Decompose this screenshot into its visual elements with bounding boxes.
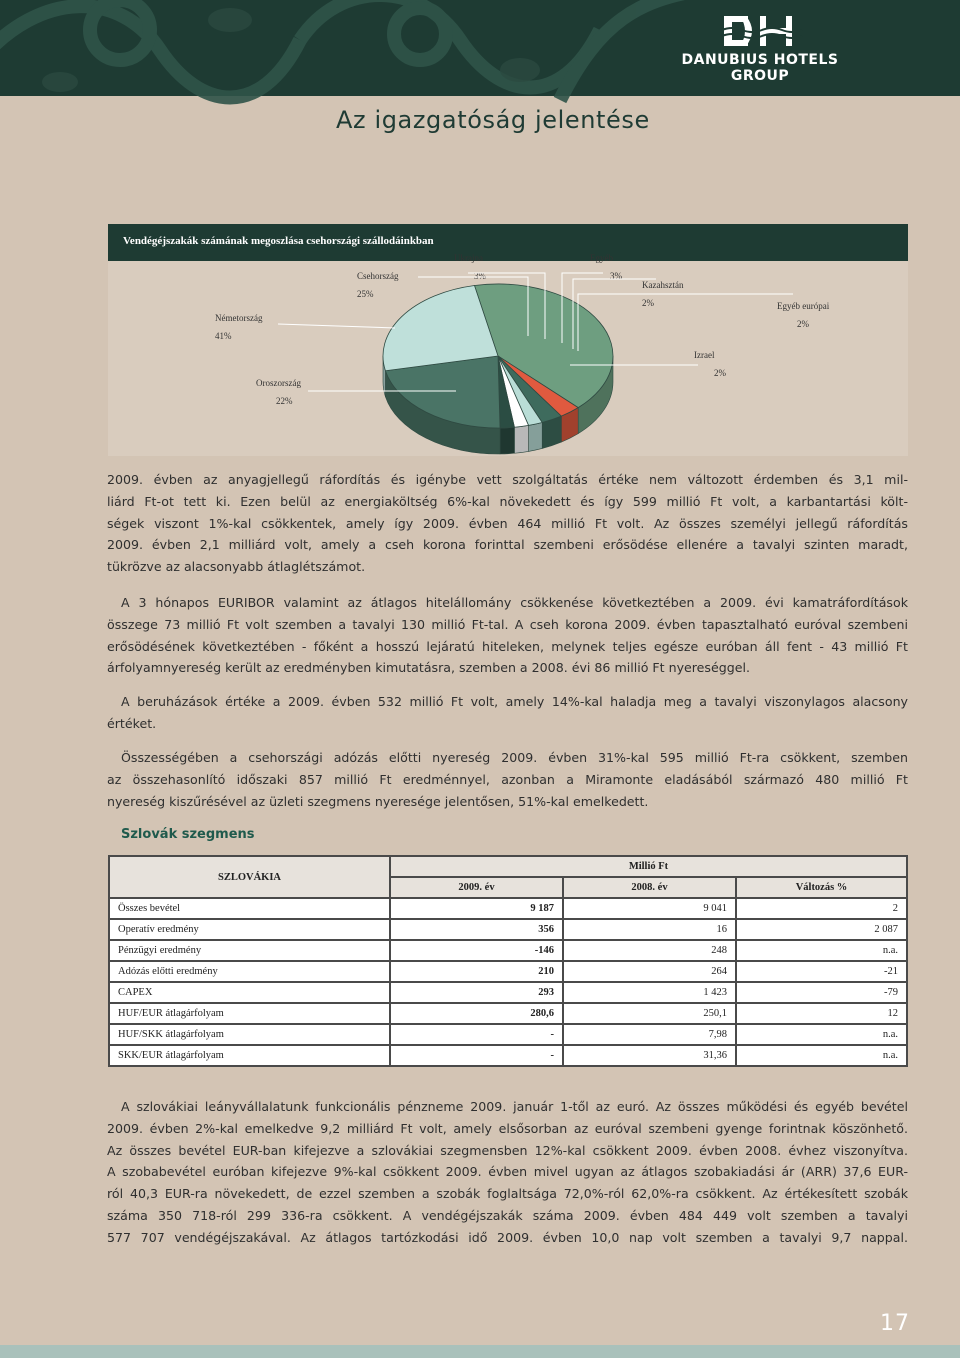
slovakia-table [108, 855, 908, 1067]
text-line: értéket. [107, 715, 157, 731]
row-label: SKK/EUR átlagárfolyam [109, 1045, 390, 1066]
logo-mark-icon [660, 10, 860, 50]
logo-line1: DANUBIUS HOTELS [681, 52, 839, 68]
cell-2009: 9 187 [390, 898, 563, 919]
cell-change: -21 [736, 961, 907, 982]
table-row [109, 898, 907, 919]
cell-2008: 31,36 [563, 1045, 736, 1066]
row-label: HUF/SKK átlagárfolyam [109, 1024, 390, 1045]
text-line: ról 40,3 EUR-ra növekedett, de ezzel szemben a szobák foglaltsága 72,0%-ról 62,0%-ra csökkent. Az értékesített szobák [107, 1186, 908, 1202]
section-title: Szlovák szegmens [121, 827, 255, 842]
pie-chart-panel [108, 224, 908, 456]
table-row [109, 1003, 907, 1024]
pie-label-name: Izrael [694, 350, 715, 360]
text-line: liárd Ft-ot tett ki. Ezen belül az energiaköltség 6%-kal növekedett és így 599 millió Ft volt, a karbantartási költ- [107, 493, 908, 509]
column-header: 2008. év [563, 877, 736, 898]
cell-2009: 210 [390, 961, 563, 982]
table-row [109, 982, 907, 1003]
paragraph-slovakia [107, 1096, 908, 1249]
pie-label-percent: 25% [357, 289, 374, 299]
pie-slice-side [529, 422, 543, 451]
row-label: Operatív eredmény [109, 919, 390, 940]
text-line: 2009. évben 2,1 milliárd volt, amely a cseh korona forinttal szembeni erősödése ellenére a tavalyi szinten maradt, [107, 537, 908, 553]
pie-label-name: Németország [215, 313, 263, 323]
cell-2009: - [390, 1045, 563, 1066]
cell-2009: 280,6 [390, 1003, 563, 1024]
chart-title-bar [108, 224, 908, 261]
cell-2008: 7,98 [563, 1024, 736, 1045]
column-header: Változás % [736, 877, 907, 898]
pie-label-percent: 22% [276, 396, 293, 406]
cell-change: 2 [736, 898, 907, 919]
cell-change: -79 [736, 982, 907, 1003]
table-row [109, 1045, 907, 1066]
text-line: 2009. évben 2%-kal emelkedve 9,2 milliárd Ft volt, amely elsősorban az euróval szembeni gyenge forintnak köszönhető. [107, 1120, 908, 1136]
table-row [109, 1024, 907, 1045]
text-line: az összehasonlító időszaki 857 millió Ft eredménnyel, azonban a Miramonte eladásából származó 480 millió Ft [107, 771, 908, 787]
row-label: CAPEX [109, 982, 390, 1003]
pie-slice-side [500, 427, 514, 454]
danubius-logo [660, 10, 860, 90]
pie-slice-side [514, 425, 528, 453]
cell-2009: - [390, 1024, 563, 1045]
cell-2008: 1 423 [563, 982, 736, 1003]
text-line: A 3 hónapos EURIBOR valamint az átlagos hitelállomány csökkenése következtében a 2009. évi kamatráfordítások [121, 595, 908, 610]
pie-label-percent: 3% [610, 271, 622, 281]
cell-change: n.a. [736, 940, 907, 961]
text-line: árfolyamnyereség került az eredményben kimutatásra, szemben a 2008. évi 86 millió Ft nyereséggel. [107, 660, 750, 676]
cell-2009: 293 [390, 982, 563, 1003]
pie-label-name: Kazahsztán [642, 280, 684, 290]
paragraph-investments [107, 691, 908, 735]
cell-2008: 248 [563, 940, 736, 961]
text-line: Az összes bevétel EUR-ban kifejezve a szlovákiai szegmensben 12%-kal csökkent 2009. évben 2008. évhez viszonyítva. [107, 1142, 908, 1158]
bottom-strip [0, 1345, 960, 1358]
page-title: Az igazgatóság jelentése [336, 106, 650, 134]
cell-change: 2 087 [736, 919, 907, 940]
table-unit: Millió Ft [390, 856, 907, 877]
text-line: száma 350 718-ról 299 336-ra csökkent. A vendégéjszakák száma 2009. évben 484 449 volt szemben a tavalyi [107, 1207, 908, 1223]
logo-line2: GROUP [730, 68, 790, 84]
text-line: ségek viszont 1%-kal csökkentek, amely így 2009. évben 464 millió Ft volt. Az összes személyi jellegű ráfordítás [107, 515, 908, 531]
pie-label-percent: 2% [642, 298, 654, 308]
cell-2008: 264 [563, 961, 736, 982]
pie-label-name: Egyéb [590, 253, 613, 263]
pie-label-percent: 2% [714, 368, 726, 378]
text-line: összege 73 millió Ft volt szemben a tavalyi 130 millió Ft-tal. A cseh korona 2009. évben tapasztalható euróval szembeni [107, 616, 908, 632]
cell-2008: 250,1 [563, 1003, 736, 1024]
text-line: A beruházások értéke a 2009. évben 532 millió Ft volt, amely 14%-kal haladja meg a tavalyi viszonylagos alacsony [121, 694, 908, 709]
paragraph-costs [107, 469, 908, 578]
pie-label-name: Csehország [357, 271, 399, 281]
leader-line [278, 324, 395, 328]
page-number: 17 [880, 1311, 910, 1336]
text-line: A szlovákiai leányvállalatunk funkcionális pénzneme 2009. január 1-től az euró. Az összes működési és egyéb bevétel [121, 1099, 908, 1114]
table-row [109, 919, 907, 940]
text-line: nyereség kiszűrésével az üzleti szegmens nyeresége jelentősen, 51%-kal emelkedett. [107, 793, 649, 809]
chart-title: Vendégéjszakák számának megoszlása csehországi szállodáinkban [123, 235, 434, 247]
page-header [0, 0, 960, 96]
pie-label-name: Ukrajna [454, 253, 483, 263]
paragraph-interest [107, 592, 908, 679]
pie-label-percent: 2% [797, 319, 809, 329]
pie-chart [108, 253, 908, 456]
paragraph-profit [107, 747, 908, 812]
text-line: A szobabevétel euróban kifejezve 9%-kal csökkent 2009. évben mivel ugyan az átlagos szobakiadási ár (ARR) 37,6 EUR- [107, 1164, 908, 1180]
cell-change: n.a. [736, 1045, 907, 1066]
table-corner: SZLOVÁKIA [109, 856, 390, 898]
cell-change: 12 [736, 1003, 907, 1024]
text-line: 577 707 vendégéjszakával. Az átlagos tartózkodási idő 2009. évben 10,0 nap volt szemben a tavalyi 9,7 nappal. [107, 1229, 908, 1245]
cell-2008: 16 [563, 919, 736, 940]
cell-2009: -146 [390, 940, 563, 961]
text-line: tükrözve az alacsonyabb átlaglétszámot. [107, 559, 366, 575]
pie-label-percent: 41% [215, 331, 232, 341]
row-label: Adózás előtti eredmény [109, 961, 390, 982]
text-line: Összességében a csehországi adózás előtti nyereség 2009. évben 31%-kal 595 millió Ft-ra csökkent, szemben [121, 750, 908, 765]
table-row [109, 961, 907, 982]
pie-label-name: Oroszország [256, 378, 301, 388]
text-line: erősödésének következtében - főként a hosszú lejáratú hiteleken, melynek teljes egésze euróban áll fent - 43 millió Ft [107, 638, 908, 654]
pie-label-percent: 3% [474, 271, 486, 281]
pie-label-name: Egyéb európai [777, 301, 830, 311]
row-label: Pénzügyi eredmény [109, 940, 390, 961]
text-line: 2009. évben az anyagjellegű ráfordítás és igénybe vett szolgáltatás értéke nem változott érdemben és 3,1 mil- [107, 472, 908, 487]
cell-2009: 356 [390, 919, 563, 940]
cell-change: n.a. [736, 1024, 907, 1045]
row-label: HUF/EUR átlagárfolyam [109, 1003, 390, 1024]
table-row [109, 940, 907, 961]
column-header: 2009. év [390, 877, 563, 898]
cell-2008: 9 041 [563, 898, 736, 919]
row-label: Összes bevétel [109, 898, 390, 919]
